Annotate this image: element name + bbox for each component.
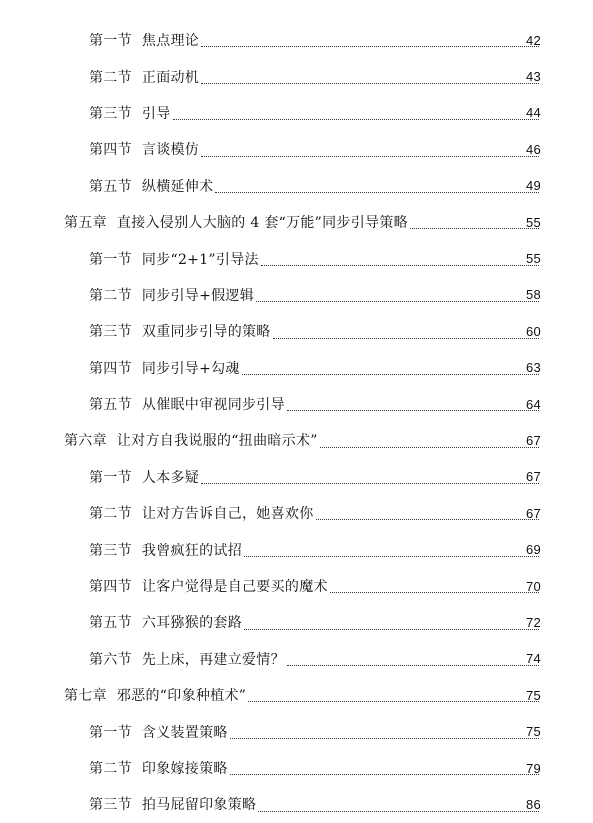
entry-page: 74	[525, 651, 541, 667]
toc-entry[interactable]	[0, 240, 593, 276]
entry-number: 第二节	[89, 761, 132, 777]
entry-title: 引导	[141, 105, 171, 122]
dot-leader	[242, 373, 539, 375]
dot-leader	[261, 264, 539, 266]
entry-number: 第四节	[89, 142, 132, 159]
entry-number: 第一节	[89, 251, 132, 268]
entry-title: 先上床，再建立爱情？	[141, 651, 285, 668]
entry-number: 第二节	[89, 69, 132, 86]
entry-title: 言谈模仿	[141, 142, 200, 159]
dot-leader	[244, 628, 539, 630]
chapter-number: 第七章	[64, 688, 107, 705]
dot-leader	[215, 191, 539, 193]
entry-page: 42	[525, 32, 541, 48]
toc-chapter-entry[interactable]	[0, 204, 593, 240]
toc-entry[interactable]	[0, 750, 593, 786]
dot-leader	[201, 45, 539, 47]
dot-leader	[287, 664, 539, 666]
entry-title: 焦点理论	[141, 33, 200, 50]
toc-entry[interactable]	[0, 350, 593, 386]
dot-leader	[273, 337, 539, 339]
toc-entry[interactable]	[0, 604, 593, 640]
entry-number: 第二节	[89, 287, 132, 304]
entry-number: 第三节	[89, 105, 132, 122]
entry-number: 第五节	[89, 397, 132, 414]
entry-page: 55	[525, 251, 541, 267]
entry-page: 46	[525, 141, 541, 157]
entry-number: 第三节	[89, 542, 132, 559]
toc-entry[interactable]	[0, 313, 593, 349]
chapter-title: 直接入侵别人大脑的 4 套“万能”同步引导策略	[116, 215, 408, 232]
dot-leader	[201, 155, 539, 157]
entry-page: 86	[525, 796, 541, 812]
entry-title: 六耳猕猴的套路	[141, 615, 243, 632]
entry-number: 第四节	[89, 579, 132, 596]
entry-page: 58	[525, 287, 541, 303]
entry-title: 正面动机	[141, 69, 200, 86]
entry-number: 第四节	[89, 360, 132, 377]
entry-page: 75	[525, 724, 541, 740]
toc-entry[interactable]	[0, 568, 593, 604]
dot-leader	[201, 482, 539, 484]
entry-page: 79	[525, 760, 541, 776]
entry-page: 63	[525, 360, 541, 376]
table-of-contents	[0, 22, 593, 823]
entry-page: 67	[525, 505, 541, 521]
entry-number: 第六节	[89, 651, 132, 668]
toc-entry[interactable]	[0, 277, 593, 313]
toc-entry[interactable]	[0, 786, 593, 822]
entry-number: 第一节	[89, 33, 132, 50]
toc-chapter-entry[interactable]	[0, 677, 593, 713]
dot-leader	[320, 446, 539, 448]
entry-title: 我曾疯狂的试招	[141, 542, 243, 559]
entry-page: 64	[525, 396, 541, 412]
toc-entry[interactable]	[0, 22, 593, 58]
entry-number: 第三节	[89, 324, 132, 341]
dot-leader	[230, 737, 539, 739]
entry-page: 70	[525, 578, 541, 594]
toc-entry[interactable]	[0, 713, 593, 749]
entry-page: 43	[525, 69, 541, 85]
toc-entry[interactable]	[0, 495, 593, 531]
entry-title: 纵横延伸术	[141, 178, 214, 195]
entry-number: 第二节	[89, 506, 132, 523]
dot-leader	[248, 700, 539, 702]
entry-page: 55	[525, 214, 541, 230]
entry-page: 67	[525, 469, 541, 485]
chapter-title: 邪恶的“印象种植术”	[116, 688, 247, 705]
toc-entry[interactable]	[0, 95, 593, 131]
dot-leader	[330, 591, 539, 593]
chapter-title: 让对方自我说服的“扭曲暗示术”	[116, 433, 318, 450]
entry-page: 60	[525, 323, 541, 339]
toc-entry[interactable]	[0, 131, 593, 167]
dot-leader	[256, 300, 539, 302]
entry-title: 双重同步引导的策略	[141, 324, 271, 341]
entry-title: 印象嫁接策略	[141, 761, 228, 777]
toc-entry[interactable]	[0, 459, 593, 495]
entry-title: 让客户觉得是自己要买的魔术	[141, 579, 328, 596]
entry-title: 人本多疑	[141, 469, 200, 486]
toc-entry[interactable]	[0, 531, 593, 567]
entry-page: 67	[525, 432, 541, 448]
entry-number: 第五节	[89, 178, 132, 195]
toc-entry[interactable]	[0, 641, 593, 677]
dot-leader	[230, 773, 539, 775]
entry-page: 75	[525, 687, 541, 703]
dot-leader	[173, 118, 539, 120]
entry-page: 44	[525, 105, 541, 121]
entry-page: 69	[525, 542, 541, 558]
toc-entry[interactable]	[0, 168, 593, 204]
entry-title: 同步“2+1”引导法	[141, 251, 259, 268]
entry-number: 第五节	[89, 615, 132, 632]
entry-title: 拍马屁留印象策略	[141, 797, 257, 814]
entry-page: 72	[525, 614, 541, 630]
dot-leader	[201, 82, 539, 84]
chapter-number: 第五章	[64, 215, 107, 232]
dot-leader	[287, 409, 539, 411]
entry-title: 含义装置策略	[141, 724, 228, 741]
toc-entry[interactable]	[0, 58, 593, 94]
chapter-number: 第六章	[64, 433, 107, 450]
entry-page: 49	[525, 178, 541, 194]
entry-number: 第一节	[89, 724, 132, 741]
entry-title: 同步引导+勾魂	[141, 360, 240, 377]
toc-chapter-entry[interactable]	[0, 422, 593, 458]
dot-leader	[244, 555, 539, 557]
dot-leader	[316, 518, 539, 520]
entry-number: 第三节	[89, 797, 132, 814]
entry-title: 同步引导+假逻辑	[141, 287, 255, 304]
entry-title: 从催眠中审视同步引导	[141, 397, 285, 414]
entry-title: 让对方告诉自己，她喜欢你	[141, 506, 314, 523]
entry-number: 第一节	[89, 469, 132, 486]
toc-entry[interactable]	[0, 386, 593, 422]
